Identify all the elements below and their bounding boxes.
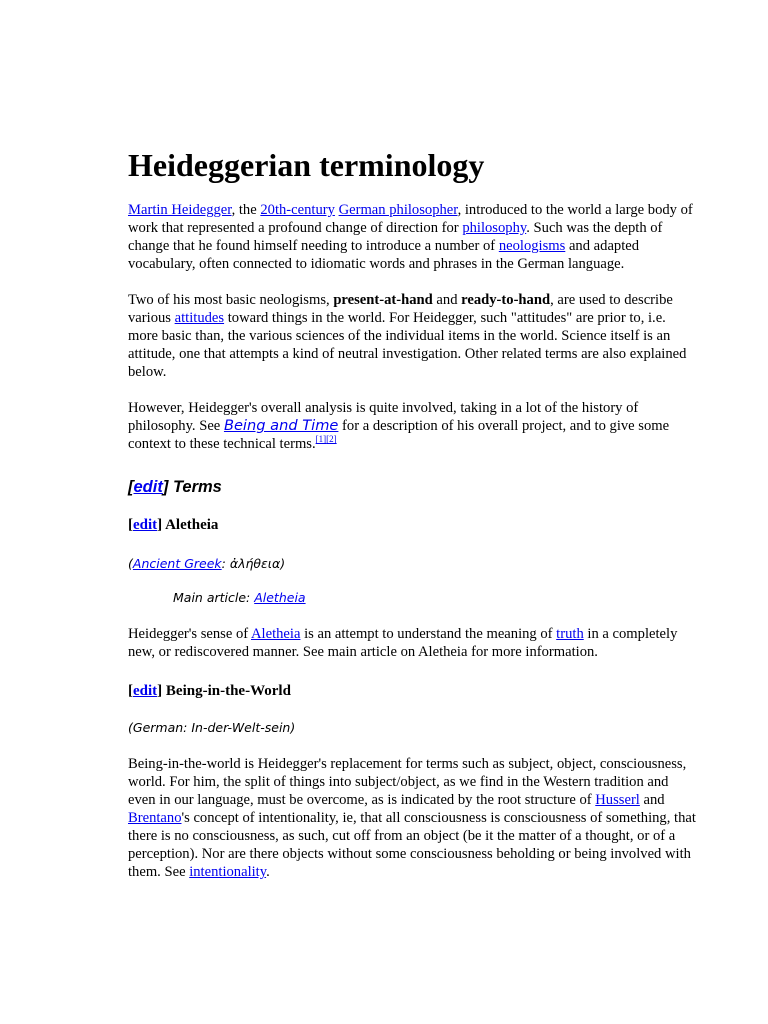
link-attitudes[interactable]: attitudes [174,310,225,326]
link-intentionality[interactable]: intentionality [189,864,267,880]
aletheia-text-2: is an attempt to understand the meaning of [300,626,557,642]
link-neologisms[interactable]: neologisms [498,238,566,254]
link-main-article-aletheia[interactable]: Aletheia [254,590,306,605]
reference-2[interactable]: [2] [326,434,337,444]
intro-text-5: and adapted vocabulary, often connected to idiomatic words and phrases in the German language. [128,238,640,272]
aletheia-text-1: Heidegger's sense of [128,626,251,642]
section-title-terms: Terms [172,478,222,496]
neologisms-paragraph [128,291,696,381]
para2-text-1: Two of his most basic neologisms, [128,292,334,308]
term-present-at-hand: present-at-hand [333,292,433,308]
analysis-paragraph [128,399,696,453]
bracket-close: ] [157,683,166,699]
link-german-philosopher[interactable]: German philosopher [338,202,458,218]
link-husserl[interactable]: Husserl [595,792,640,808]
link-20th-century[interactable]: 20th-century [260,202,335,218]
bracket-open: [ [128,683,133,699]
para2-text-3: , are used to describe various [128,292,673,326]
intro-text-1: , the [231,202,261,218]
para2-text-4: toward things in the world. For Heidegger, such "attitudes" are prior to, i.e. more basic than, the various sciences of the individual items in the world. Science itself is an attitude, one that attempts a kind of neutral investigation. Other related terms are also explained below. [128,310,687,380]
link-martin-heidegger[interactable]: Martin Heidegger [128,202,232,218]
para2-text-2: and [432,292,462,308]
bracket-close: ] [162,478,173,496]
edit-link-being-in-the-world[interactable]: edit [133,683,158,699]
reference-1[interactable]: [1] [315,434,327,444]
edit-link-aletheia[interactable]: edit [133,517,158,533]
link-ancient-greek[interactable]: Ancient Greek [132,556,222,571]
aletheia-paragraph [128,625,696,661]
greek-note [128,555,696,573]
link-being-and-time[interactable]: Being and Time [223,417,339,434]
bracket-open: [ [128,517,133,533]
greek-word: : ἀλήθεια) [221,556,286,571]
section-heading-being-in-the-world [128,681,696,701]
section-heading-aletheia [128,515,696,535]
being-text-3: 's concept of intentionality, ie, that all consciousness is consciousness of something, that there is no consciousness, as such, cut off from an object (be it the matter of a thought, or of a perception). Nor are there objects without some consciousness beholding or being involved with them. See [128,810,696,880]
being-in-the-world-paragraph [128,755,696,881]
aletheia-text-3: in a completely new, or rediscovered manner. See main article on Aletheia for more information. [128,626,678,660]
being-text-1: Being-in-the-world is Heidegger's replacement for terms such as subject, object, consciousness, world. For him, the split of things into subject/object, as we find in the Western tradition and even in our language, must be overcome, as is indicated by the root structure of [128,756,687,808]
article [128,0,696,881]
main-article-note [173,589,696,607]
link-aletheia[interactable]: Aletheia [251,626,301,642]
section-title-being-in-the-world: Being-in-the-World [165,683,291,699]
link-philosophy[interactable]: philosophy [462,220,527,236]
page-title: Heideggerian terminology [128,147,485,183]
being-text-4: . [266,864,270,880]
bracket-close: ] [157,517,166,533]
section-heading-terms [128,477,696,497]
being-text-2: and [639,792,665,808]
edit-link-terms[interactable]: edit [133,478,163,496]
main-article-prefix: Main article: [173,590,255,605]
greek-open-paren: ( [128,556,133,571]
intro-paragraph [128,201,696,273]
para3-text-2: for a description of his overall project, and to give some context to these technical terms. [128,418,670,452]
para3-text-1: However, Heidegger's overall analysis is quite involved, taking in a lot of the history of philosophy. See [128,400,639,434]
section-title-aletheia: Aletheia [165,517,219,533]
link-brentano[interactable]: Brentano [128,810,182,826]
link-truth[interactable]: truth [556,626,584,642]
bracket-open: [ [128,478,134,496]
term-ready-to-hand: ready-to-hand [461,292,551,308]
german-note: (German: In-der-Welt-sein) [128,720,296,735]
references [316,434,337,444]
intro-text-4: . Such was the depth of change that he found himself needing to introduce a number of [128,220,663,254]
intro-text-3: , introduced to the world a large body of work that represented a profound change of direction for [128,202,693,236]
